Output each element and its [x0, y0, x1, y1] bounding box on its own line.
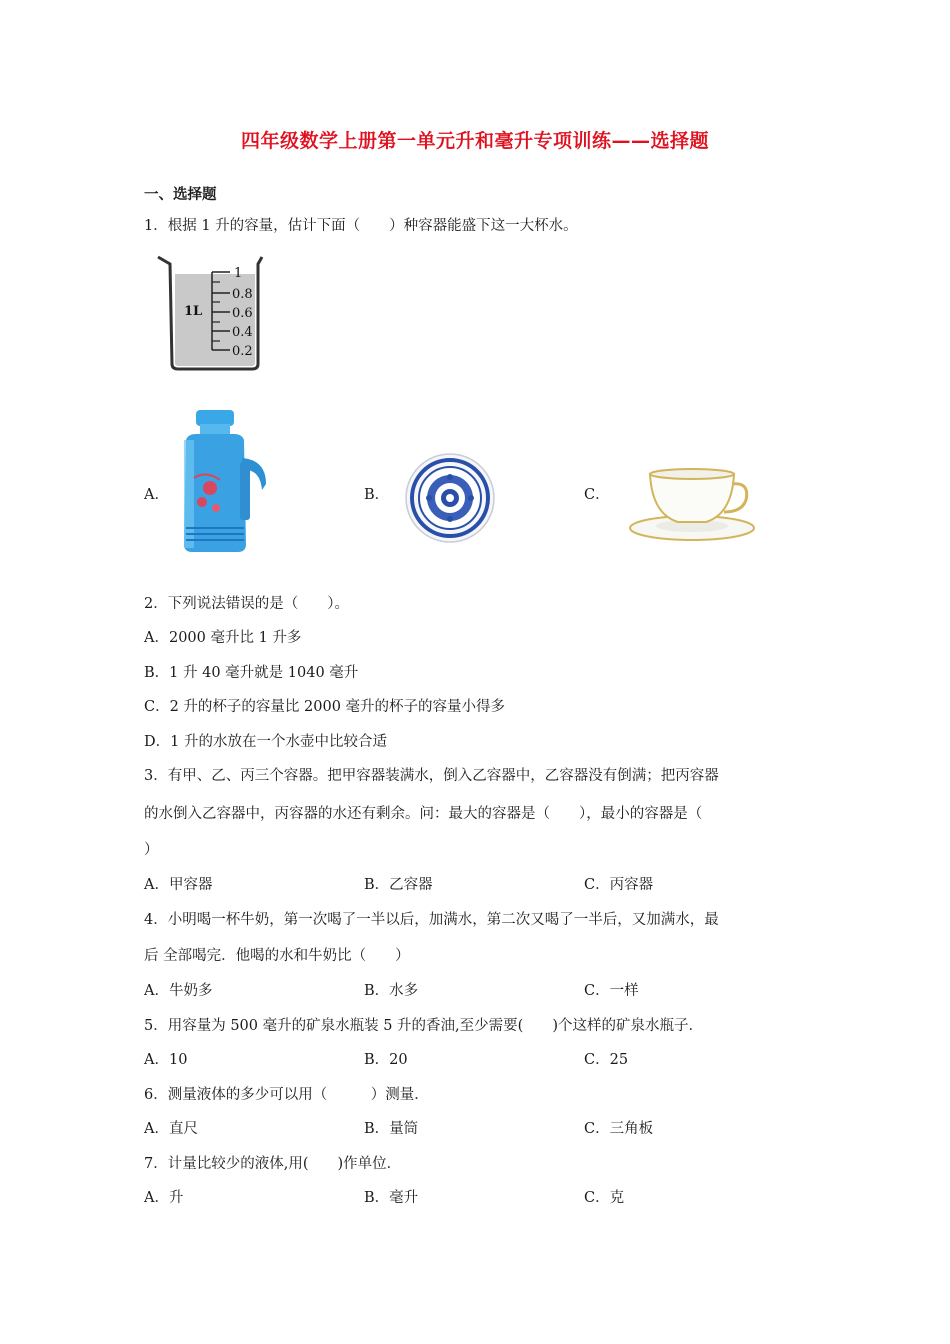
q1-option-b[interactable]: B．: [364, 487, 390, 503]
q7-option-a[interactable]: A．升: [144, 1190, 184, 1206]
question-4-line-1: 4．小明喝一杯牛奶，第一次喝了一半以后，加满水，第二次又喝了一半后，又加满水，最: [144, 912, 719, 928]
q6-option-b[interactable]: B．量筒: [364, 1121, 419, 1137]
q6-option-c[interactable]: C．三角板: [584, 1121, 654, 1137]
q3-option-a[interactable]: A．甲容器: [144, 877, 213, 893]
question-3-line-2: 的水倒入乙容器中，丙容器的水还有剩余。问：最大的容器是（ ），最小的容器是（: [144, 806, 703, 822]
question-2-text: 2．下列说法错误的是（ ）。: [144, 596, 349, 612]
section-heading: 一、选择题: [144, 187, 217, 203]
beaker-unit-label: 1L: [184, 304, 203, 319]
q3-option-c[interactable]: C．丙容器: [584, 877, 654, 893]
tick-label-0-4: 0.4: [232, 325, 253, 340]
question-1-text: 1．根据 1 升的容量，估计下面（ ）种容器能盛下这一大杯水。: [144, 218, 578, 234]
question-3-line-1: 3．有甲、乙、丙三个容器。把甲容器装满水，倒入乙容器中，乙容器没有倒满；把丙容器: [144, 768, 719, 784]
q5-option-c[interactable]: C．25: [584, 1052, 629, 1068]
question-4-line-2: 后 全部喝完．他喝的水和牛奶比（ ）: [144, 948, 410, 964]
plate-icon: [404, 452, 496, 544]
teacup-icon: [626, 462, 758, 548]
measuring-beaker-figure: [154, 252, 266, 374]
q3-option-b[interactable]: B．乙容器: [364, 877, 433, 893]
question-6-text: 6．测量液体的多少可以用（ ）测量．: [144, 1087, 429, 1103]
question-5-text: 5．用容量为 500 毫升的矿泉水瓶装 5 升的香油,至少需要( )个这样的矿泉水瓶子．: [144, 1018, 703, 1034]
q2-option-b[interactable]: B．1 升 40 毫升就是 1040 毫升: [144, 665, 359, 681]
q2-option-d[interactable]: D．1 升的水放在一个水壶中比较合适: [144, 734, 387, 750]
thermos-icon: [176, 410, 268, 555]
q5-option-a[interactable]: A．10: [144, 1052, 188, 1068]
tick-label-1: 1: [234, 266, 243, 281]
q5-option-b[interactable]: B．20: [364, 1052, 408, 1068]
q4-option-c[interactable]: C．一样: [584, 983, 639, 999]
q2-option-c[interactable]: C．2 升的杯子的容量比 2000 毫升的杯子的容量小得多: [144, 699, 506, 715]
page-title: 四年级数学上册第一单元升和毫升专项训练——选择题: [240, 130, 709, 152]
q1-option-a[interactable]: A．: [144, 487, 169, 503]
tick-label-0-2: 0.2: [232, 344, 253, 359]
tick-label-0-6: 0.6: [232, 306, 253, 321]
question-7-text: 7．计量比较少的液体,用( )作单位．: [144, 1156, 402, 1172]
q7-option-c[interactable]: C．克: [584, 1190, 625, 1206]
q4-option-a[interactable]: A．牛奶多: [144, 983, 213, 999]
q4-option-b[interactable]: B．水多: [364, 983, 419, 999]
q7-option-b[interactable]: B．毫升: [364, 1190, 419, 1206]
q6-option-a[interactable]: A．直尺: [144, 1121, 198, 1137]
q1-option-c[interactable]: C．: [584, 487, 610, 503]
q2-option-a[interactable]: A．2000 毫升比 1 升多: [144, 630, 302, 646]
question-3-line-3: ）: [144, 842, 159, 858]
tick-label-0-8: 0.8: [232, 287, 253, 302]
